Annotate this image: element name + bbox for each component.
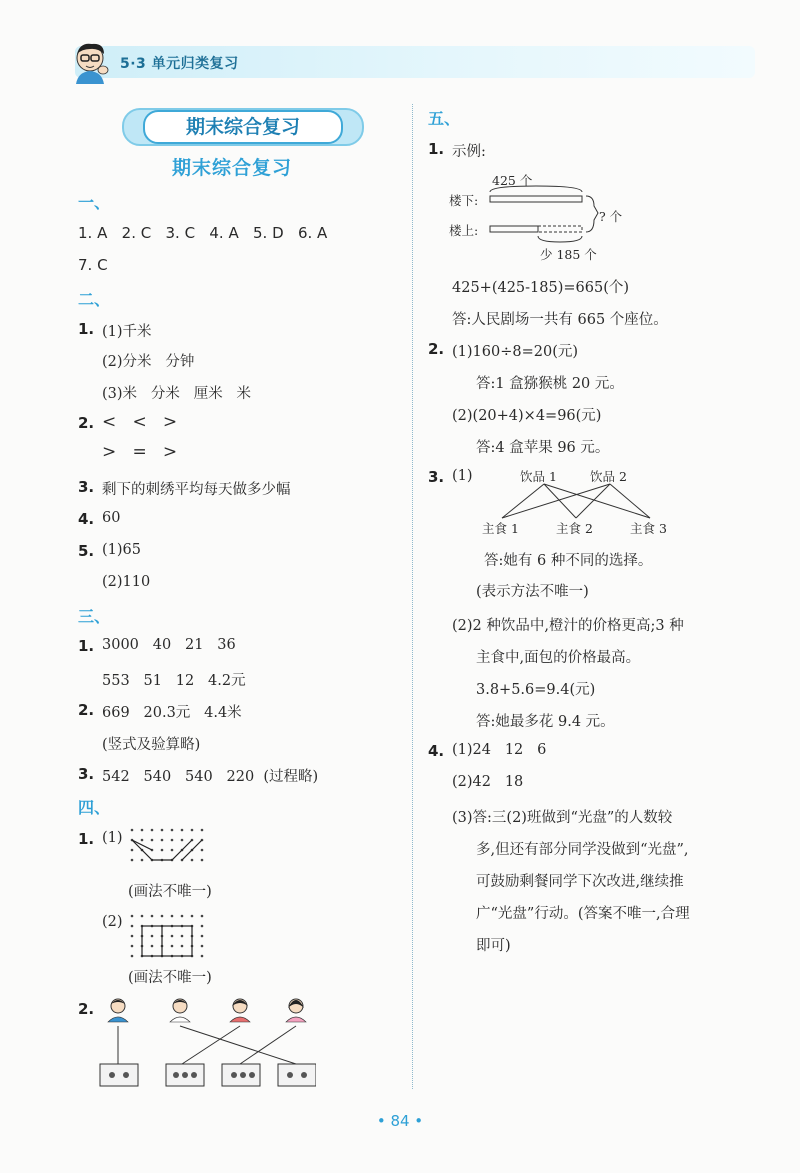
question-number: 1. [78,830,95,848]
calc-line: 425+(425-185)=665(个) [452,280,630,296]
question-number: 1. [78,320,95,338]
answer-line: 答:1 盒猕猴桃 20 元。 [476,376,624,392]
sub-label: 示例: [452,144,486,160]
note: (画法不唯一) [128,970,212,986]
answer-line: (3)答:三(2)班做到“光盘”的人数较 [452,810,673,826]
question-number: 3. [78,765,95,783]
question-number: 3. [428,468,445,486]
note: (表示方法不唯一) [476,584,589,600]
answer-line: 答:她最多花 9.4 元。 [476,714,615,730]
answer-line: 答:人民剧场一共有 665 个座位。 [452,312,668,328]
answer-line: 7. C [78,256,108,274]
question-number: 2. [428,340,445,358]
kid-figure-1 [108,999,128,1022]
diagram-row2-label: 楼上: [449,223,479,238]
answer-line: 剩下的刺绣平均每天做多少幅 [102,482,291,498]
section-heading-1: 一、 [78,193,111,212]
question-number: 5. [78,542,95,560]
question-number: 2. [78,701,95,719]
section-heading-3: 三、 [78,607,111,626]
answer-line: (2)2 种饮品中,橙汁的价格更高;3 种 [452,618,684,634]
answer-line: 1. A 2. C 3. C 4. A 5. D 6. A [78,224,328,242]
matching-kids-diagram [96,996,316,1090]
page-number: • 84 • [376,1112,424,1130]
answer-line: (1)24 12 6 [452,742,547,758]
answer-line: (1)65 [102,542,141,558]
answer-line: (1)千米 [102,324,152,340]
answer-line: 669 20.3元 4.4米 [102,705,242,721]
question-number: 1. [78,637,95,655]
answer-line: (2)分米 分钟 [102,354,195,370]
dot-grid-diagram-2 [128,912,206,960]
question-number: 4. [78,510,95,528]
section-heading-5: 五、 [428,109,461,128]
column-divider [412,104,413,1089]
answer-line: 可鼓励剩餐同学下次改进,继续推 [476,874,684,890]
diagram-row1-label: 楼下: [449,193,479,208]
drink-label-1: 饮品 1 [520,469,557,484]
calc-line: (1)160÷8=20(元) [452,344,579,360]
kid-figure-4 [286,999,306,1022]
question-number: 3. [78,478,95,496]
answer-line: 即可) [476,938,511,954]
answer-line: 答:4 盒苹果 96 元。 [476,440,610,456]
dot-grid-diagram-1 [128,826,206,864]
section-heading-2: 二、 [78,290,111,309]
diagram-question-label: ? 个 [599,209,623,224]
kid-figure-2 [170,999,190,1022]
diagram-top-label: 425 个 [492,173,533,188]
answer-line: 542 540 540 220 (过程略) [102,769,319,785]
answer-line: (2)42 18 [452,774,524,790]
calc-line: 3.8+5.6=9.4(元) [476,682,596,698]
mascot-icon [70,40,116,84]
question-number: 2. [78,1000,95,1018]
combination-lines [480,482,680,522]
chapter-title: 期末综合复习 [143,110,343,144]
question-number: 4. [428,742,445,760]
sub-label: (1) [102,830,123,846]
answer-line: < < > [102,412,178,432]
food-label-1: 主食 1 [482,521,519,536]
question-number: 2. [78,414,95,432]
answer-line: 553 51 12 4.2元 [102,673,246,689]
diagram-bottom-label: 少 185 个 [540,247,597,262]
answer-line: 60 [102,510,121,526]
answer-line: 广“光盘”行动。(答案不唯一,合理 [476,906,690,922]
calc-line: (2)(20+4)×4=96(元) [452,408,602,424]
answer-line: 答:她有 6 种不同的选择。 [484,553,653,569]
answer-line: 主食中,面包的价格最高。 [476,650,641,666]
answer-line: > = > [102,442,178,462]
answer-line: 多,但还有部分同学没做到“光盘”, [476,842,689,858]
food-label-3: 主食 3 [630,521,667,536]
food-label-2: 主食 2 [556,521,593,536]
chapter-subtitle: 期末综合复习 [172,157,293,179]
answer-line: (3)米 分米 厘米 米 [102,386,252,402]
sub-label: (1) [452,468,473,484]
note: (画法不唯一) [128,884,212,900]
header-title: 5·3 单元归类复习 [120,56,239,72]
answer-line: (2)110 [102,574,151,590]
sub-label: (2) [102,914,123,930]
drink-label-2: 饮品 2 [590,469,627,484]
line-segment-diagram [486,180,606,246]
answer-line: 3000 40 21 36 [102,637,236,653]
question-number: 1. [428,140,445,158]
kid-figure-3 [230,999,250,1022]
section-heading-4: 四、 [78,798,111,817]
answer-line: (竖式及验算略) [102,737,201,753]
